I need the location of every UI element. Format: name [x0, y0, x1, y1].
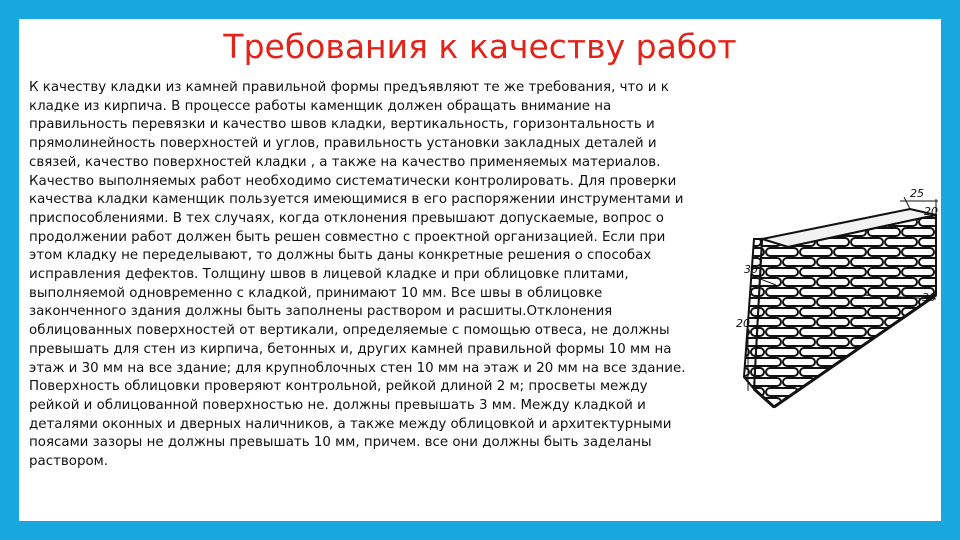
body-line: этаж и 30 мм на все здание; для крупноблочных стен 10 мм на этаж и 20 мм на все здание.: [29, 360, 686, 376]
slide: [19, 19, 941, 521]
stone-wall-illustration: [714, 177, 939, 417]
body-line: исправления дефектов. Толщину швов в лицевой кладке и при облицовке плитами,: [29, 267, 629, 283]
body-line: этом кладку не переделывают, то должны быть даны конкретные решения о способах: [29, 248, 652, 264]
body-line: Качество выполняемых работ необходимо систематически контролировать. Для проверки: [29, 173, 677, 189]
body-line: превышать для стен из кирпича, бетонных и, других камней правильной формы 10 мм на: [29, 341, 672, 357]
body-line: поясами зазоры не должны превышать 10 мм, причем. все они должны быть заделаны: [29, 435, 652, 451]
body-line: продолжении работ должен быть решен совместно с проектной организацией. Если при: [29, 229, 666, 245]
body-line: рейкой и облицованной поверхностью не. должны превышать 3 мм. Между кладкой и: [29, 397, 646, 413]
dimension-label: 20: [736, 317, 750, 330]
dimension-label: 25: [910, 187, 924, 200]
body-line: законченного здания должны быть заполнены раствором и расшиты.Отклонения: [29, 304, 613, 320]
body-line: связей, качество поверхностей кладки , а также на качество применяемых материалов.: [29, 154, 661, 170]
body-line: К качеству кладки из камней правильной формы предъявляют те же требования, что и к: [29, 80, 669, 95]
dimension-label: 30: [744, 263, 758, 276]
body-line: деталями оконных и дверных наличников, а также между облицовкой и архитектурными: [29, 416, 672, 432]
body-line: кладке из кирпича. В процессе работы каменщик должен обращать внимание на: [29, 98, 612, 114]
body-line: качества кладки каменщик пользуется имеющимися в его распоряжении инструментами и: [29, 192, 684, 208]
slide-title: Требования к качеству работ: [223, 27, 737, 66]
body-line: раствором.: [29, 454, 109, 470]
body-line: правильность перевязки и качество швов кладки, вертикальность, горизонтальность и: [29, 117, 655, 133]
body-line: выполняемой одновременно с кладкой, принимают 10 мм. Все швы в облицовке: [29, 285, 603, 301]
dimension-label: 20: [924, 205, 938, 218]
body-line: приспособлениями. В тех случаях, когда отклонения превышают допускаемые, вопрос о: [29, 210, 664, 226]
body-line: облицованных поверхностей от вертикали, определяемые с помощью отвеса, не должны: [29, 323, 670, 339]
dimension-label: 30: [922, 291, 936, 304]
body-line: прямолинейность поверхностей и углов, правильность установки закладных деталей и: [29, 136, 657, 152]
body-line: Поверхность облицовки проверяют контрольной, рейкой длиной 2 м; просветы между: [29, 379, 648, 395]
body-text: [29, 79, 744, 472]
